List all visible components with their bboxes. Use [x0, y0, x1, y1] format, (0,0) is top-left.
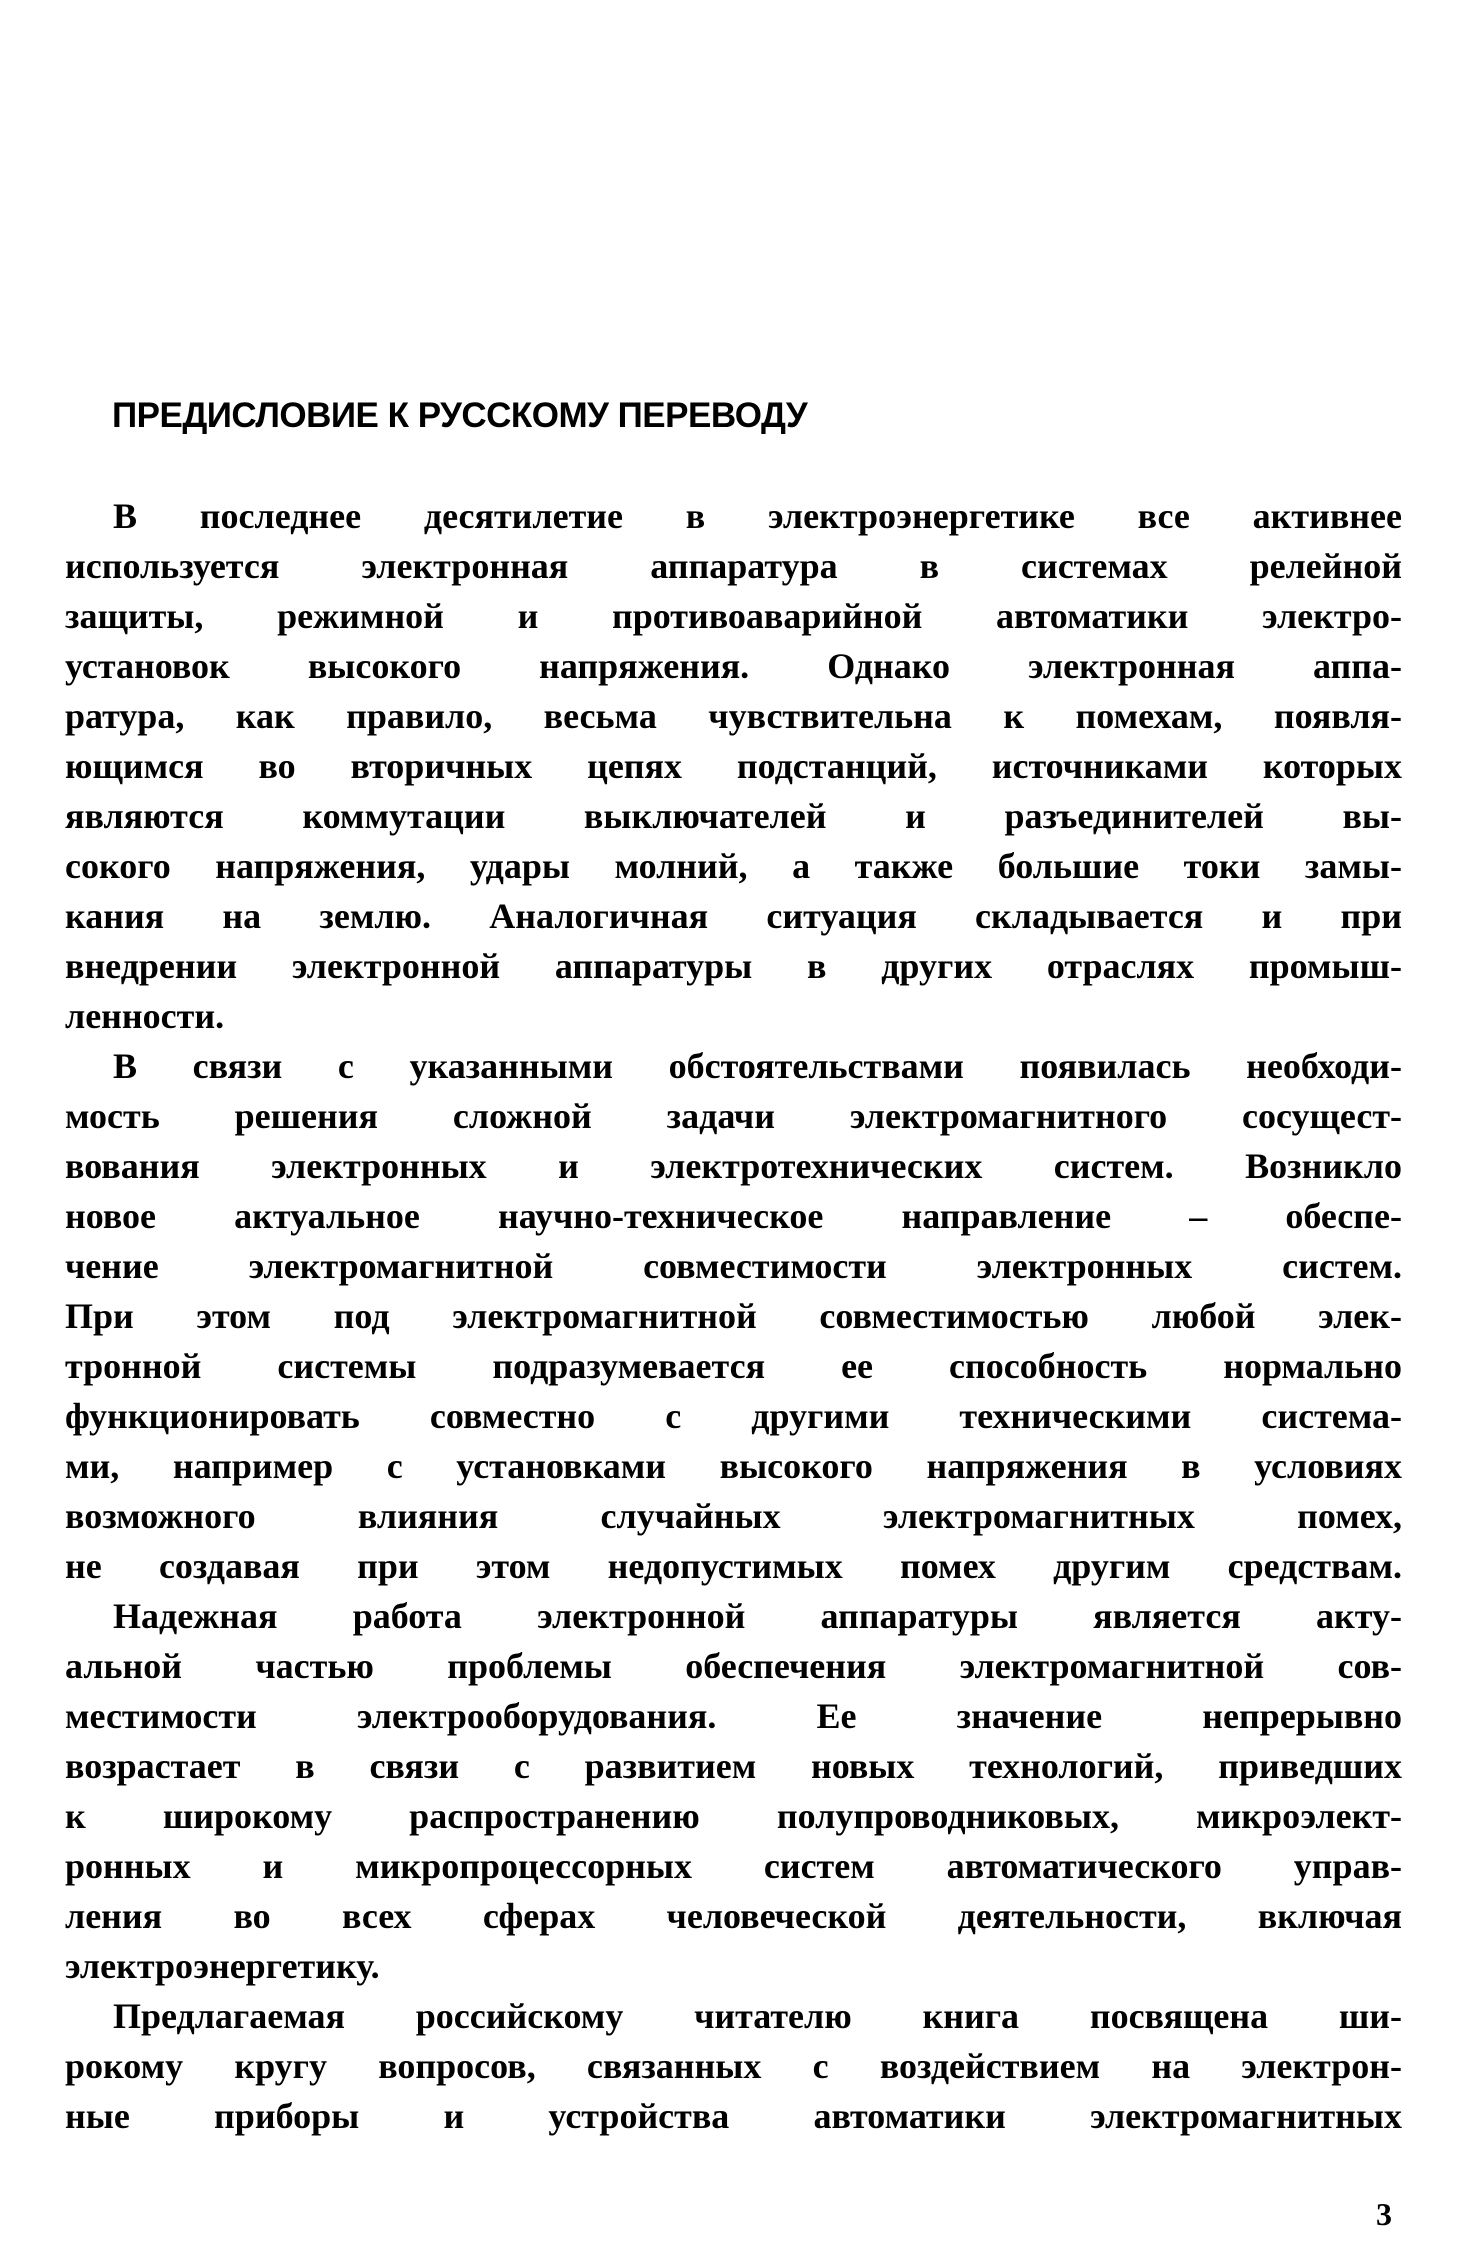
text-line: новое актуальное научно-техническое направление – обеспе- [65, 1196, 1402, 1236]
text-line: В связи с указанными обстоятельствами появилась необходи- [113, 1046, 1402, 1086]
text-line: ратура, как правило, весьма чувствительна к помехам, появля- [65, 696, 1402, 736]
text-line: мость решения сложной задачи электромагнитного сосущест- [65, 1096, 1402, 1136]
paragraph [65, 1041, 1402, 1591]
text-line: сокого напряжения, удары молний, а также большие токи замы- [65, 846, 1402, 886]
body-text [65, 491, 1402, 2141]
text-line: ления во всех сферах человеческой деятельности, включая [65, 1896, 1402, 1936]
text-line: к широкому распространению полупроводниковых, микроэлект- [65, 1796, 1402, 1836]
text-line: функционировать совместно с другими техническими система- [65, 1396, 1402, 1436]
text-line: чение электромагнитной совместимости электронных систем. [65, 1246, 1402, 1286]
text-line: ные приборы и устройства автоматики электромагнитных [65, 2096, 1402, 2136]
text-line: тронной системы подразумевается ее способность нормально [65, 1346, 1402, 1386]
text-line: альной частью проблемы обеспечения электромагнитной сов- [65, 1646, 1402, 1686]
page-number: 3 [1376, 2196, 1392, 2232]
text-line: Надежная работа электронной аппаратуры является акту- [113, 1596, 1402, 1636]
text-line: электроэнергетику. [65, 1946, 380, 1986]
text-line: местимости электрооборудования. Ее значение непрерывно [65, 1696, 1402, 1736]
text-line: В последнее десятилетие в электроэнергетике все активнее [113, 496, 1402, 536]
text-line: кания на землю. Аналогичная ситуация складывается и при [65, 896, 1402, 936]
text-line: ленности. [65, 996, 225, 1036]
text-line: Предлагаемая российскому читателю книга посвящена ши- [113, 1996, 1402, 2036]
section-heading: ПРЕДИСЛОВИЕ К РУССКОМУ ПЕРЕВОДУ [112, 396, 808, 435]
paragraph [65, 1591, 1402, 1991]
text-line: ронных и микропроцессорных систем автоматического управ- [65, 1846, 1402, 1886]
text-line: установок высокого напряжения. Однако электронная аппа- [65, 646, 1402, 686]
text-line: При этом под электромагнитной совместимостью любой элек- [65, 1296, 1402, 1336]
text-line: рокому кругу вопросов, связанных с воздействием на электрон- [65, 2046, 1402, 2086]
text-line: внедрении электронной аппаратуры в других отраслях промыш- [65, 946, 1402, 986]
text-line: вования электронных и электротехнических систем. Возникло [65, 1146, 1402, 1186]
text-line: возрастает в связи с развитием новых технологий, приведших [65, 1746, 1402, 1786]
text-line: ющимся во вторичных цепях подстанций, источниками которых [65, 746, 1402, 786]
text-line: защиты, режимной и противоаварийной автоматики электро- [65, 596, 1402, 636]
paragraph [65, 1991, 1402, 2141]
text-line: являются коммутации выключателей и разъединителей вы- [65, 796, 1402, 836]
text-line: возможного влияния случайных электромагнитных помех, [65, 1496, 1402, 1536]
text-line: используется электронная аппаратура в системах релейной [65, 546, 1402, 586]
text-line: ми, например с установками высокого напряжения в условиях [65, 1446, 1402, 1486]
text-line: не создавая при этом недопустимых помех другим средствам. [65, 1546, 1402, 1586]
paragraph [65, 491, 1402, 1041]
